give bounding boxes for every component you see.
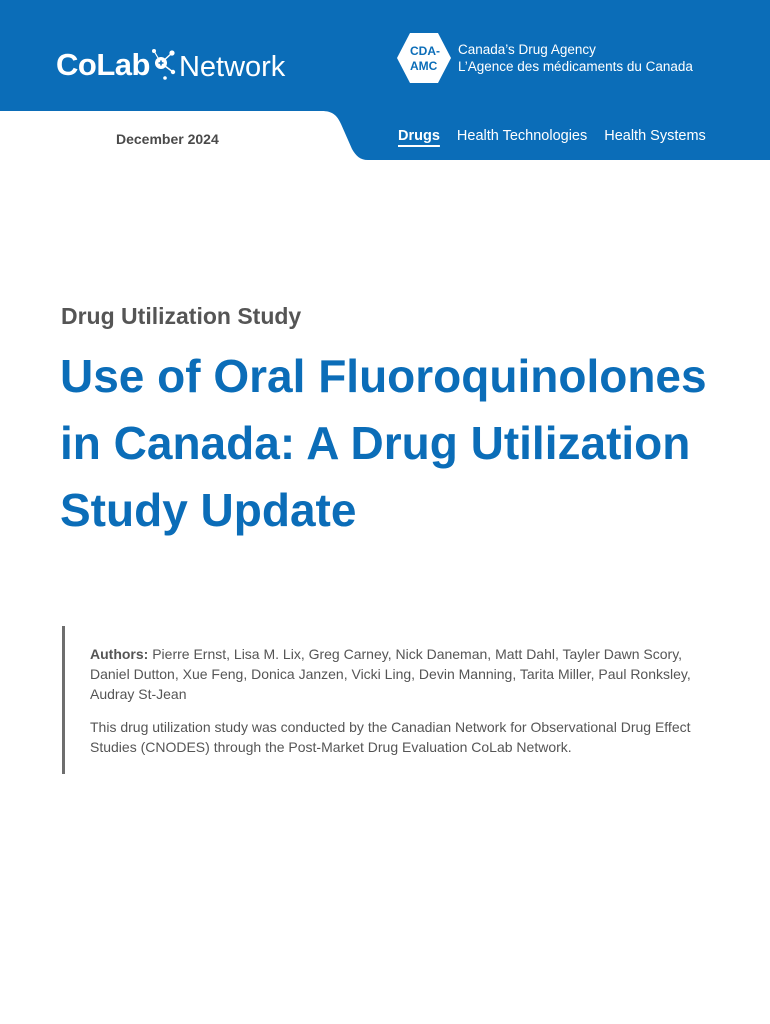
author-block <box>62 626 705 774</box>
tab-drugs[interactable]: Drugs <box>398 128 440 144</box>
cda-badge-line2: AMC <box>410 59 438 73</box>
document-title: Use of Oral Fluoroquinolones in Canada: A Drug Utilization Study Update <box>60 350 707 536</box>
agency-name-english: Canada’s Drug Agency <box>458 42 596 57</box>
tab-health-systems[interactable]: Health Systems <box>604 128 706 144</box>
cda-badge-line1: CDA- <box>410 44 440 58</box>
agency-name-french: L’Agence des médicaments du Canada <box>458 59 693 74</box>
category-tabs <box>398 128 706 144</box>
authors-list: Pierre Ernst, Lisa M. Lix, Greg Carney, Nick Daneman, Matt Dahl, Tayler Dawn Scory, Daniel Dutton, Xue Feng, Donica Janzen, Vicki Ling, Devin Manning, Tarita Miller, Paul Ronksley, Audray St-Jean <box>90 646 691 702</box>
authors-paragraph <box>90 644 700 704</box>
colab-network-logo <box>56 40 285 90</box>
document-type: Drug Utilization Study <box>61 303 302 329</box>
authors-label: Authors: <box>90 646 149 662</box>
colab-wordmark: CoLab <box>56 47 150 82</box>
cda-amc-logo <box>396 30 693 86</box>
tab-health-technologies[interactable]: Health Technologies <box>456 128 588 144</box>
header-banner <box>0 0 770 160</box>
study-note: This drug utilization study was conducted by the Canadian Network for Observational Drug Effect Studies (CNODES) through the Post-Market Drug Evaluation CoLab Network. <box>90 719 691 755</box>
cda-amc-badge-icon <box>396 30 452 86</box>
network-nodes-icon <box>151 45 177 85</box>
colab-network-word: Network <box>178 50 286 83</box>
publication-date: December 2024 <box>116 131 219 147</box>
